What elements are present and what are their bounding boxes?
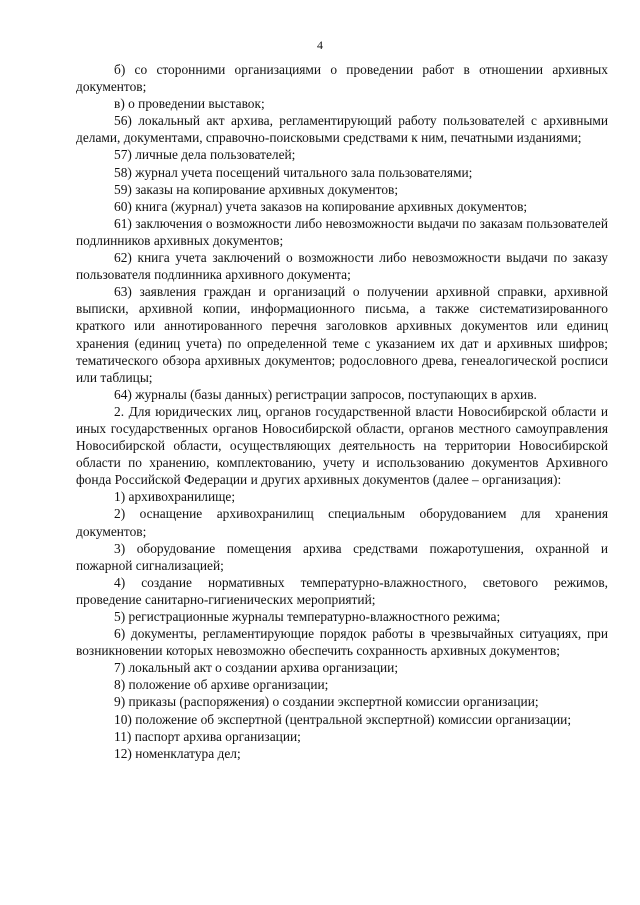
paragraph: в) о проведении выставок; — [114, 96, 265, 112]
paragraph: 1) архивохранилище; — [114, 489, 236, 505]
paragraph: 9) приказы (распоряжения) о создании экспертной комиссии организации; — [114, 694, 539, 710]
paragraph: 57) личные дела пользователей; — [114, 147, 296, 163]
paragraph: 2. Для юридических лиц, органов государственной власти Новосибирской области и иных государственных органов Новосибирской области, органов местного самоуправления Новосибирской области, осуществляющих деятельность на территории Новосибирской области по хранению, комплектованию, учету и использованию документов Архивного фонда Российской Федерации и других архивных документов (далее – организация): — [76, 403, 608, 488]
paragraph: 6) документы, регламентирующие порядок работы в чрезвычайных ситуациях, при возникновении которых невозможно обеспечить сохранность архивных документов; — [76, 626, 608, 659]
paragraph: 64) журналы (базы данных) регистрации запросов, поступающих в архив. — [114, 386, 537, 402]
paragraph: 61) заключения о возможности либо невозможности выдачи по заказам пользователей подлинников архивных документов; — [76, 215, 608, 248]
paragraph: 8) положение об архиве организации; — [114, 677, 329, 693]
paragraph: б) со сторонними организациями о проведении работ в отношении архивных документов; — [76, 62, 608, 95]
paragraph: 62) книга учета заключений о возможности либо невозможности выдачи по заказу пользователя подлинника архивного документа; — [76, 250, 608, 283]
paragraph: 60) книга (журнал) учета заказов на копирование архивных документов; — [114, 198, 528, 214]
document-body — [76, 61, 608, 762]
paragraph: 4) создание нормативных температурно-влажностного, светового режимов, проведение санитарно-гигиенических мероприятий; — [76, 574, 608, 607]
page-number: 4 — [317, 38, 323, 52]
paragraph: 56) локальный акт архива, регламентирующий работу пользователей с архивными делами, документами, справочно-поисковыми средствами к ним, печатными изданиями; — [76, 113, 608, 146]
paragraph: 3) оборудование помещения архива средствами пожаротушения, охранной и пожарной сигнализацией; — [76, 540, 608, 573]
paragraph: 5) регистрационные журналы температурно-влажностного режима; — [114, 609, 501, 624]
paragraph: 63) заявления граждан и организаций о получении архивной справки, архивной выписки, архивной копии, информационного письма, а также систематизированного краткого или аннотированного перечня заголовков архивных документов или единиц хранения (единиц учета) по определенной теме с указанием их дат и архивных шифров; тематического обзора архивных документов; родословного древа, генеалогической росписи или таблицы; — [76, 284, 608, 385]
paragraph: 7) локальный акт о создании архива организации; — [114, 660, 399, 676]
paragraph: 11) паспорт архива организации; — [114, 728, 301, 744]
paragraph: 10) положение об экспертной (центральной экспертной) комиссии организации; — [114, 711, 572, 727]
paragraph: 58) журнал учета посещений читального зала пользователями; — [114, 164, 473, 180]
paragraph: 59) заказы на копирование архивных документов; — [114, 181, 399, 197]
paragraph: 2) оснащение архивохранилищ специальным оборудованием для хранения документов; — [76, 506, 608, 539]
paragraph: 12) номенклатура дел; — [114, 745, 241, 761]
